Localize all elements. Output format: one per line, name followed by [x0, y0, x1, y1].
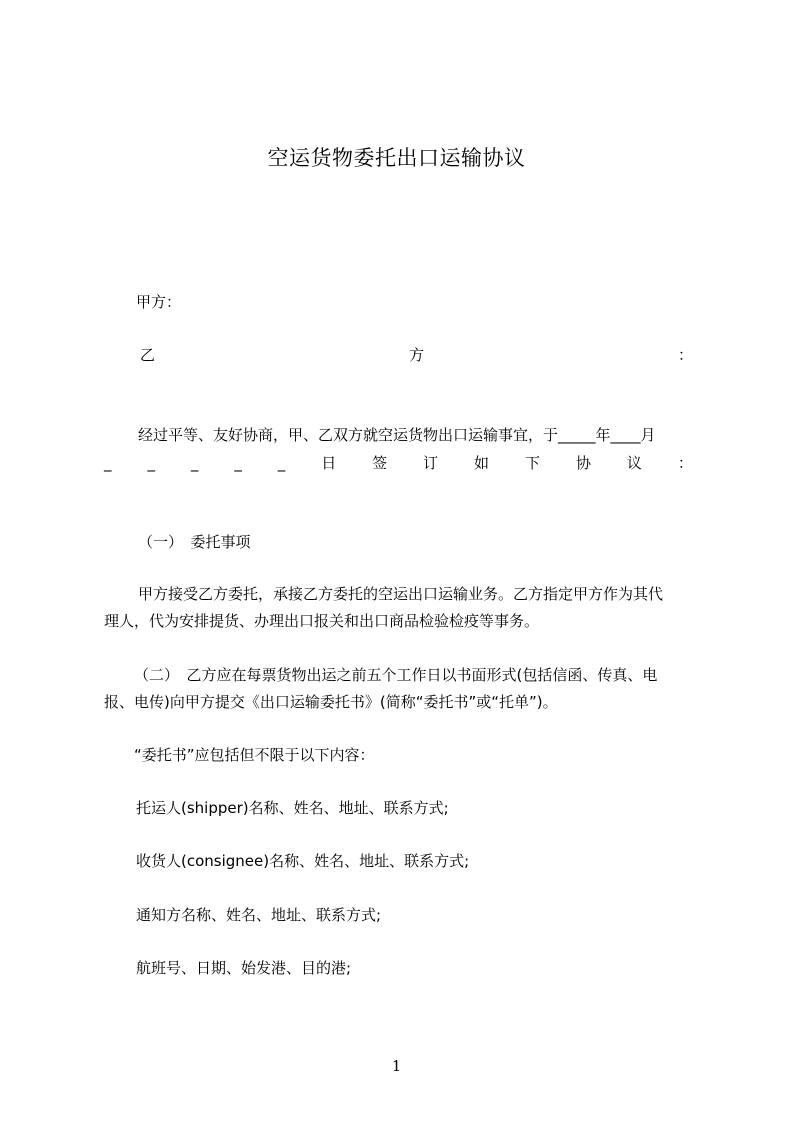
section-1-heading: （一） 委托事项 [138, 533, 251, 551]
intro-line-2-char: _ [104, 454, 112, 472]
party-b-colon: ： [677, 346, 693, 364]
intro-line-2 [104, 453, 693, 473]
intro-line-1: 经过平等、友好协商，甲、乙双方就空运货物出口运输事宜，于_____年____月 [138, 426, 656, 444]
intro-line-2-char: 如 [474, 454, 490, 472]
intro-line-2-char: _ [277, 454, 286, 472]
intro-line-2-char: 议 [626, 454, 642, 472]
section-1-line-1: 甲方接受乙方委托，承接乙方委托的空运出口运输业务。乙方指定甲方作为其代 [138, 585, 664, 603]
party-b-char-2: 方 [408, 346, 424, 364]
document-title: 空运货物委托出口运输协议 [267, 146, 526, 170]
intro-line-2-char: 签 [372, 454, 388, 472]
party-a-label: 甲方： [136, 293, 182, 311]
intro-line-2-char: 日 [321, 454, 337, 472]
party-b-char-1: 乙 [140, 346, 156, 364]
intro-line-2-char: _ [147, 454, 155, 472]
intro-line-2-char: _ [234, 454, 242, 472]
list-item-flight: 航班号、日期、始发港、目的港; [136, 959, 352, 977]
intro-line-2-char: 订 [423, 454, 439, 472]
section-2-line-1: （二） 乙方应在每票货物出运之前五个工作日以书面形式(包括信函、传真、电 [134, 666, 658, 684]
list-item-notify: 通知方名称、姓名、地址、联系方式; [136, 906, 382, 924]
intro-line-2-char: 下 [525, 454, 541, 472]
contents-intro: “委托书”应包括但不限于以下内容： [134, 746, 375, 764]
intro-line-2-char: ： [677, 454, 693, 472]
list-item-shipper: 托运人(shipper)名称、姓名、地址、联系方式; [136, 799, 449, 817]
page-number: 1 [391, 1057, 402, 1075]
intro-line-2-char: _ [190, 454, 199, 472]
party-b-label [140, 345, 693, 365]
intro-line-2-char: 协 [575, 454, 591, 472]
list-item-consignee: 收货人(consignee)名称、姓名、地址、联系方式; [136, 852, 470, 870]
section-2-line-2: 报、电传)向甲方提交《出口运输委托书》(简称“委托书”或“托单”)。 [104, 693, 558, 711]
section-1-line-2: 理人，代为安排提货、办理出口报关和出口商品检验检疫等事务。 [104, 612, 540, 630]
